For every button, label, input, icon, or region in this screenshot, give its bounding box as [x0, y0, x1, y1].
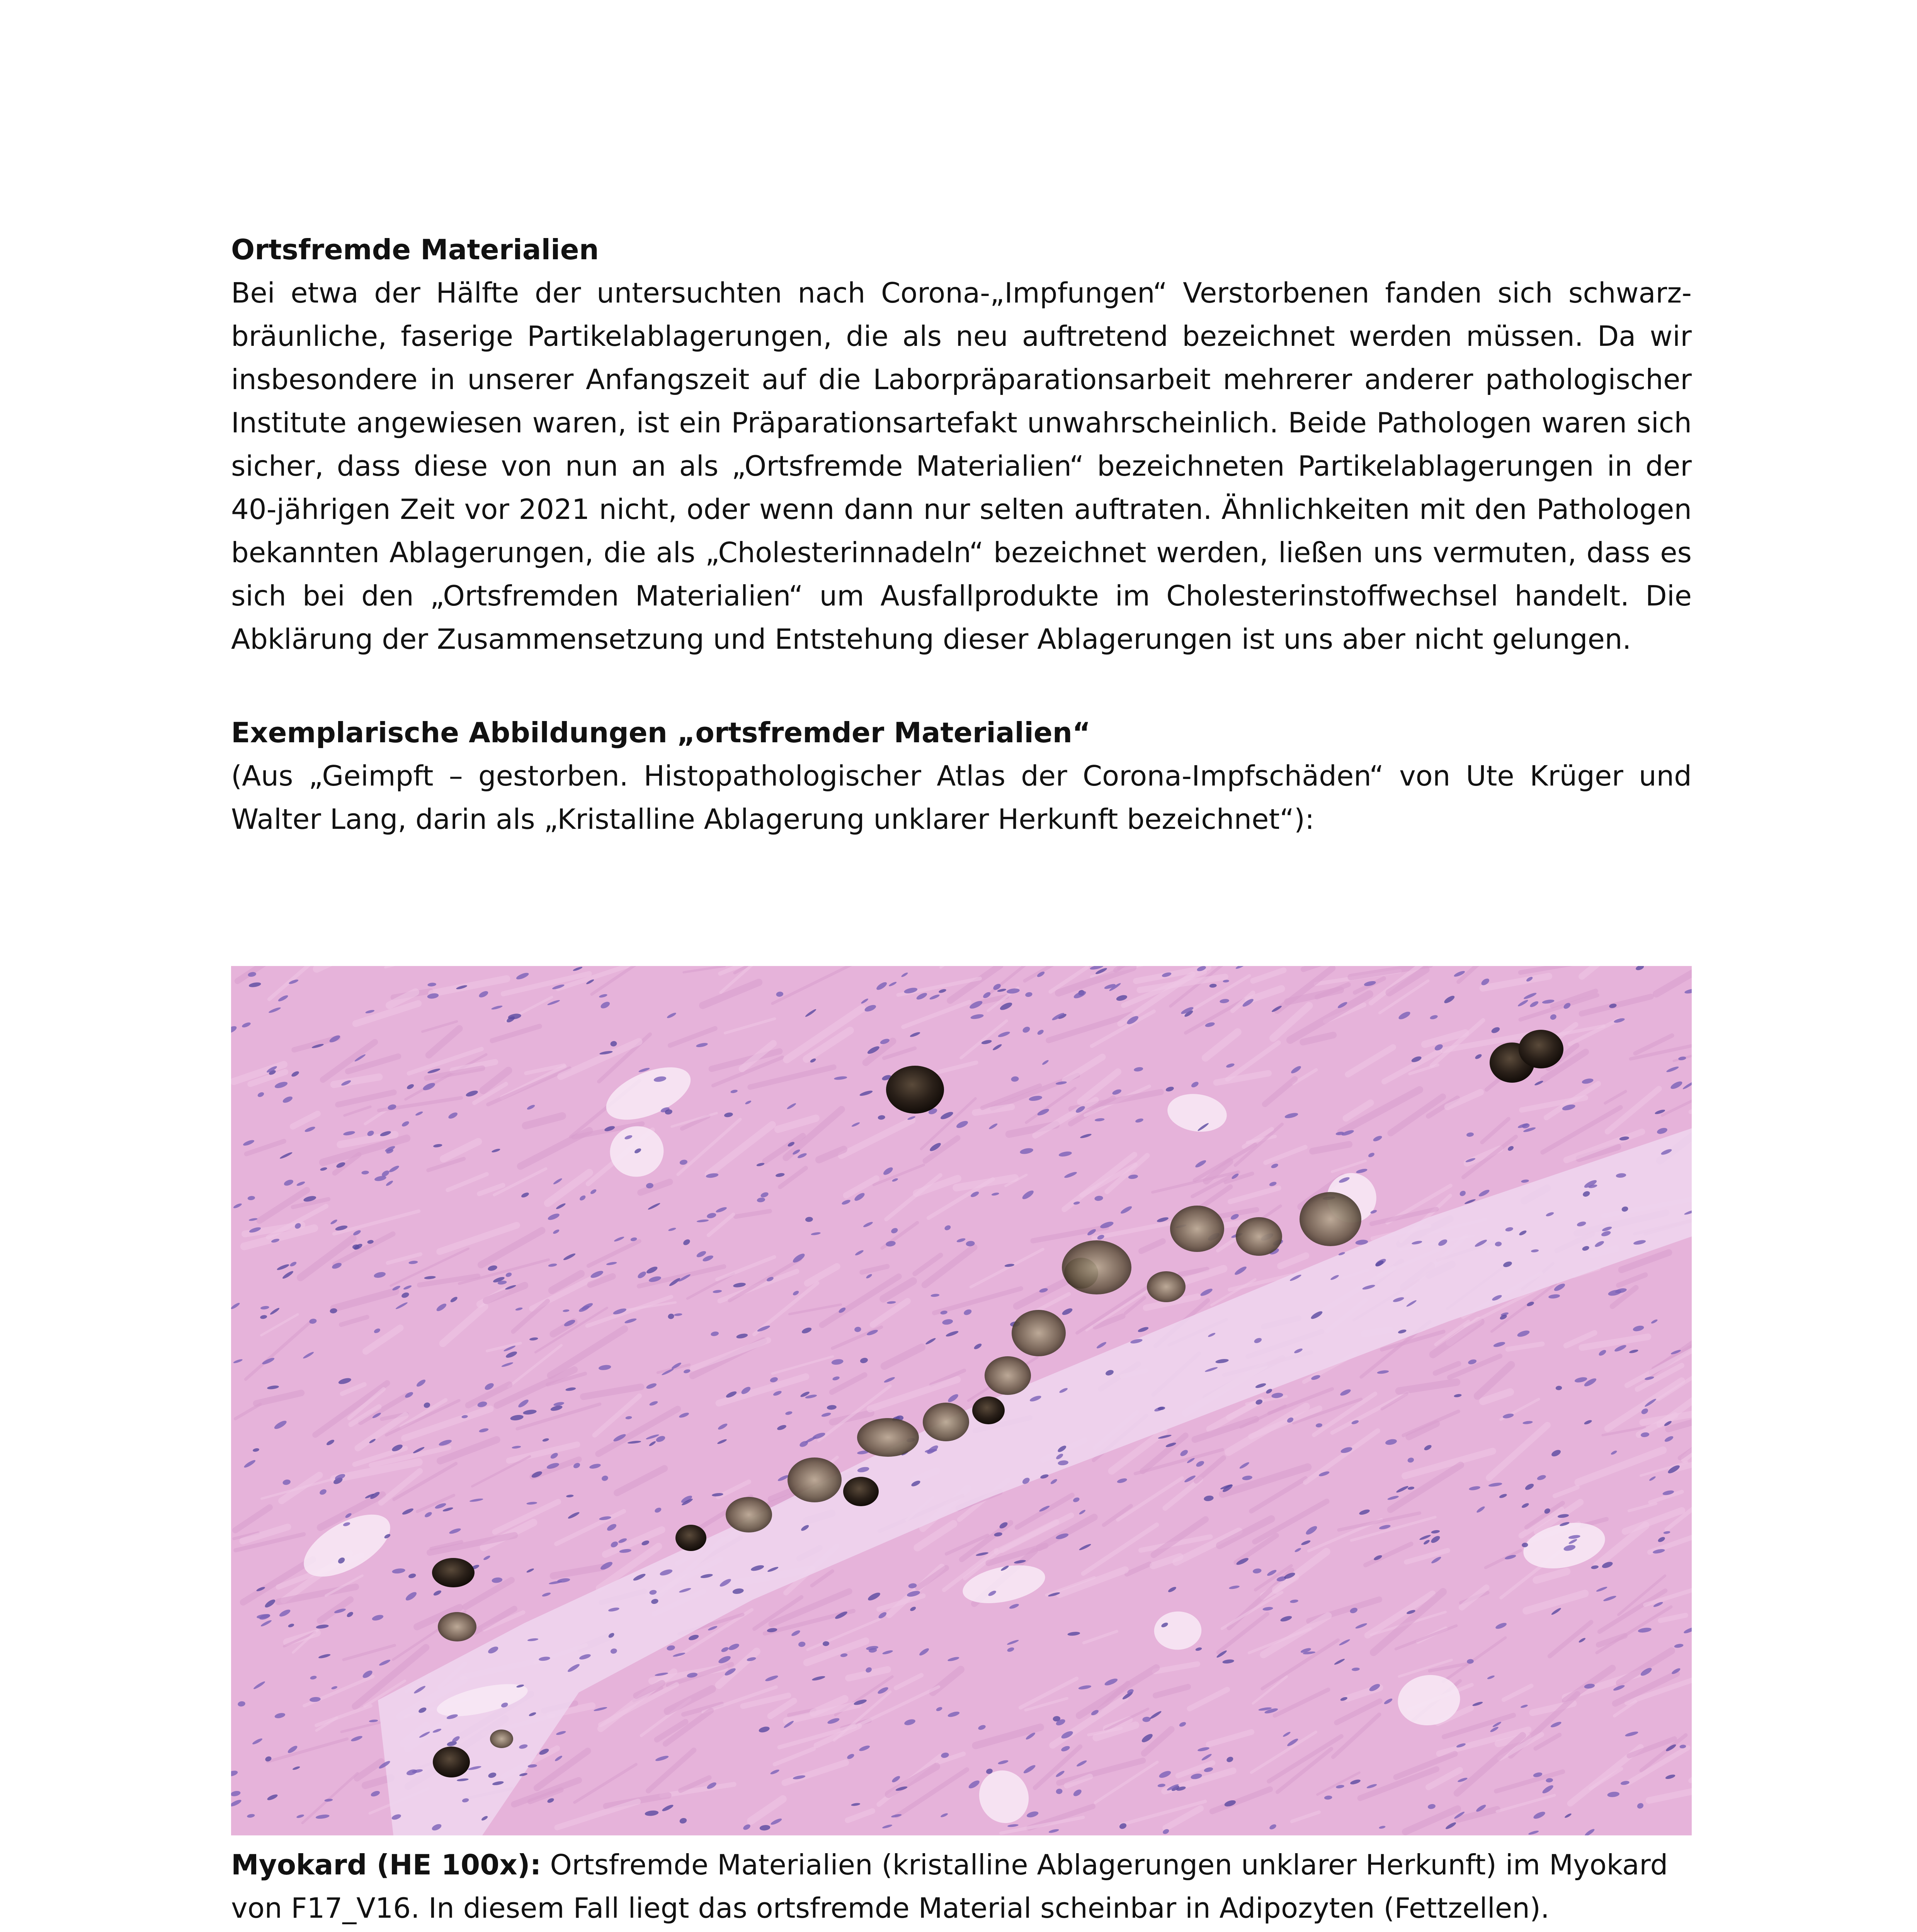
granular-deposit	[438, 1612, 476, 1641]
granular-deposit	[985, 1356, 1031, 1395]
dark-deposit	[886, 1066, 944, 1114]
section-heading-ortsfremde-materialien: Ortsfremde Materialien	[231, 233, 599, 266]
histology-micrograph	[231, 966, 1692, 1835]
dark-deposit	[1519, 1030, 1563, 1068]
section-heading-exemplarische-abbildungen: Exemplarische Abbildungen „ortsfremder Materialien“	[231, 716, 1091, 749]
section-paragraph-quelle: (Aus „Geimpft – gestorben. Histopathologischer Atlas der Corona-Impfschäden“ von Ute Krüger und Walter Lang, darin als „Kristalline Ablagerung unklarer Herkunft bezeichnet“):	[231, 760, 1692, 835]
caption-label: Myokard (HE 100x):	[231, 1849, 541, 1881]
granular-deposit	[1300, 1192, 1361, 1246]
caption-text: Ortsfremde Materialien (kristalline Ablagerungen unklarer Herkunft) im Myokard von F17_V16. In diesem Fall liegt das ortsfremde Material scheinbar in Adipozyten (Fettzellen).	[231, 1849, 1668, 1924]
text-body	[231, 228, 1692, 841]
granular-deposit	[1236, 1217, 1282, 1256]
granular-deposit	[1012, 1310, 1066, 1356]
granular-deposit	[490, 1730, 513, 1748]
figure-caption	[231, 1843, 1692, 1930]
section-paragraph-ortsfremde-materialien: Bei etwa der Hälfte der untersuchten nach Corona-„Impfungen“ Verstorbenen fanden sich schwarz-bräunliche, faserige Partikelablagerungen, die als neu auftretend bezeichnet werden müssen. Da wir insbesondere in unserer Anfangszeit auf die Laborpräparationsarbeit mehrerer anderer pathologischer Institute angewiesen waren, ist ein Präparationsartefakt unwahrscheinlich. Beide Pathologen waren sich sicher, dass diese von nun an als „Ortsfremde Materialien“ bezeichneten Partikelablagerungen in der 40-jährigen Zeit vor 2021 nicht, oder wenn dann nur selten auftraten. Ähnlichkeiten mit den Pathologen bekannten Ablagerungen, die als „Cholesterinnadeln“ bezeichnet werden, ließen uns vermuten, dass es sich bei den „Ortsfremden Materialien“ um Ausfallprodukte im Cholesterinstoffwechsel handelt. Die Abklärung der Zusammensetzung und Entstehung dieser Ablagerungen ist uns aber nicht gelungen.	[231, 277, 1692, 655]
granular-deposit	[857, 1418, 919, 1457]
dark-deposit	[433, 1747, 470, 1777]
dark-deposit	[972, 1396, 1005, 1424]
dark-deposit	[432, 1558, 475, 1587]
granular-deposit	[1170, 1206, 1224, 1252]
dark-deposit	[675, 1525, 706, 1551]
granular-deposit	[726, 1497, 772, 1532]
granular-deposit	[1147, 1271, 1186, 1302]
granular-deposit	[788, 1458, 842, 1502]
dark-deposit	[843, 1477, 879, 1506]
granular-deposit	[1062, 1240, 1131, 1294]
granular-deposit	[923, 1403, 969, 1441]
